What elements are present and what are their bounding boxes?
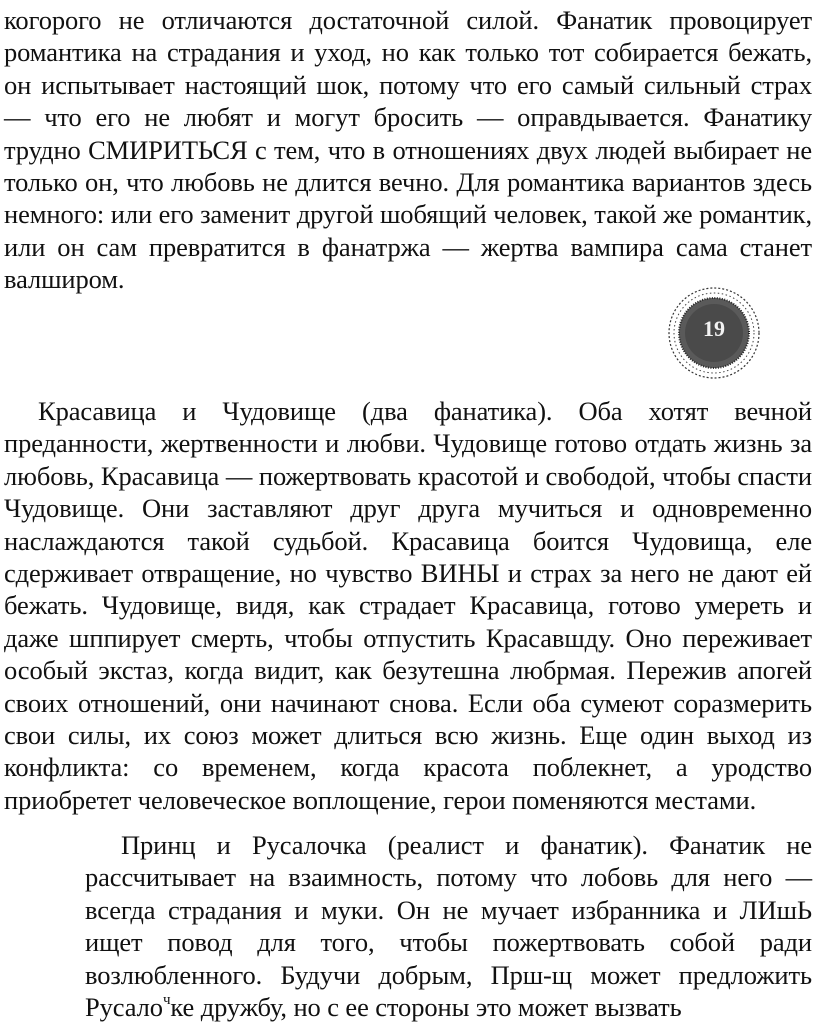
page-number: 19 — [703, 316, 725, 342]
paragraph-2: Красавица и Чудовище (два фанатика). Оба хотят вечной преданности, жертвенности и любви. Чудовище готово отдать жизнь за любовь, Красавица — пожертвовать красотой и свободой, чтобы спасти Чудовище. Они заставляют друг друга мучиться и одновременно наслаждаются такой судьбой. Красавица боится Чудовища, еле сдерживает отвращение, но чувство ВИНЫ и страх за него не дают ей бежать. Чудовище, видя, как страдает Красавица, готово умереть и даже шппирует смерть, чтобы отпустить Красавшду. Оно переживает особый экстаз, когда видит, как безутешна любрмая. Пережив апогей своих отношений, они начинают снова. Если оба сумеют соразмерить свои силы, их союз может длиться всю жизнь. Еще один выход из конфликта: со временем, когда красота поблекнет, а уродство приобретет человеческое воплощение, герои поменяются местами. — [4, 396, 812, 815]
paragraph-3-tail-after: ке дружбу, но с ее стороны это может вызвать — [170, 992, 682, 1023]
paragraph-3-superscript: ч — [162, 992, 171, 1009]
paragraph-3 — [85, 829, 812, 1023]
paragraph-3-tail-before: Русало — [85, 992, 163, 1023]
paragraph-3-text: Принц и Русалочка (реалист и фанатик). Фанатик не рассчитывает на взаимность, потому что лобовь для него — всегда страдания и муки. Он не мучает избранника и ЛИшЬ ищет повод для того, чтобы пожертвовать собой ради возлюбленного. Будучи добрым, Прш-щ может предложить — [85, 830, 812, 990]
page-number-badge — [664, 283, 764, 383]
paragraph-1: когорого не отличаются достаточной силой. Фанатик провоцирует романтика на страдания и уход, но как только тот собирается бежать, он испытывает настоящий шок, потому что его самый сильный страх — что его не любят и могут бросить — оправдывается. Фанатику трудно СМИРИТЬСЯ с тем, что в отношениях двух людей выбирает не только он, что любовь не длится вечно. Для романтика вариантов здесь немного: или его заменит другой шобящий человек, такой же романтик, или он сам превратится в фанатржа — жертва вампира сама станет валширом. — [4, 5, 812, 295]
